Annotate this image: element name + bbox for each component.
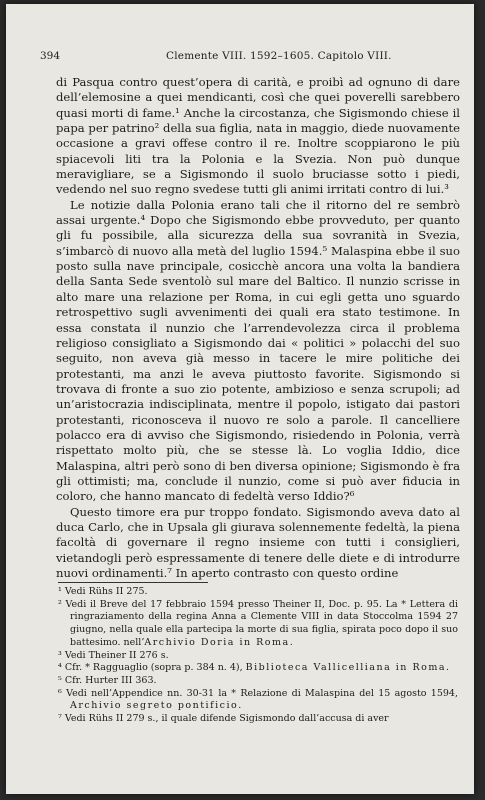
footnote-divider bbox=[58, 582, 208, 583]
footnote: ⁵ Cfr. Hurter III 363. bbox=[58, 674, 157, 686]
paragraph: Questo timore era pur troppo fondato. Sigismondo aveva dato al duca Carlo, che in Upsala gli giurava solennemente fedeltà, la piena facoltà di governare il regno insieme con tutti i consiglieri, vietandogli però espressamente di tenere delle diete e di introdurre nuovi ordinamenti.⁷ In aperto contrasto con questo ordine bbox=[56, 504, 460, 580]
footnote: ³ Vedi Theiner II 276 s. bbox=[58, 649, 169, 661]
footnote: ⁴ Cfr. * Ragguaglio (sopra p. 384 n. 4), Biblioteca Vallicelliana in Roma. bbox=[58, 662, 450, 674]
footnote: ² Vedi il Breve del 17 febbraio 1594 presso Theiner II, Doc. p. 95. La * Lettera di ringraziamento della regina Anna a Clemente VIII in data Stoccolma 1594 27 giugno, nella quale ella partecipa la morte di sua figlia, spirata poco dopo il suo battesimo. nell’Archivio Doria in Roma. bbox=[58, 598, 458, 648]
footnote: ¹ Vedi Rühs II 275. bbox=[58, 586, 148, 597]
archive-name: Biblioteca Vallicelliana in Roma bbox=[245, 662, 446, 674]
footnote: ⁷ Vedi Rühs II 279 s., il quale difende Sigismondo dall’accusa di aver bbox=[58, 713, 389, 725]
footnote: ⁶ Vedi nell’Appendice nn. 30-31 la * Relazione di Malaspina del 15 agosto 1594, Archivio segreto pontificio. bbox=[58, 687, 458, 712]
paragraph: di Pasqua contro quest’opera di carità, e proibì ad ognuno di dare dell’elemosine a quei mendicanti, così che quei poverelli sarebbero quasi morti di fame.¹ Anche la circostanza, che Sigismondo chiese il papa per patrino² della sua figlia, nata in maggio, diede nuovamente occasione a gravi offese contro il re. Inoltre scoppiarono le più spiacevoli liti tra la Polonia e la Svezia. Non può dunque meravigliare, se a Sigismondo il suolo bruciasse sotto i piedi, vedendo nel suo regno svedese tutti gli animi irritati contro di lui.³ bbox=[56, 75, 460, 197]
footnotes bbox=[58, 586, 458, 726]
main-text bbox=[56, 75, 460, 581]
paragraph: Le notizie dalla Polonia erano tali che il ritorno del re sembrò assai urgente.⁴ Dopo che Sigismondo ebbe provveduto, per quanto gli fu possibile, alla sicurezza della sua sovranità in Svezia, s’imbarcò di nuovo alla metà del luglio 1594.⁵ Malaspina ebbe il suo posto sulla nave principale, cosicchè ancora una volta la bandiera della Santa Sede sventolò sul mare del Baltico. Il nunzio scrisse in alto mare una relazione per Roma, in cui egli getta uno sguardo retrospettivo sugli avvenimenti dei quali era stato testimone. In essa constata il nunzio che l’arrendevolezza circa il problema religioso consigliato a Sigismondo dai « politici » polacchi del suo seguito, non aveva già messo in tacere le mire politiche dei protestanti, ma anzi le aveva piuttosto favorite. Sigismondo si trovava di fronte a suo zio potente, ambizioso e senza scrupoli; ad un’aristocrazia indisciplinata, mentre il popolo, istigato dai pastori protestanti, riconosceva il nuovo re solo a parole. Il cancelliere polacco era di avviso che Sigismondo, risiedendo in Polonia, verrà rispettato molto più, che se stesse là. Lo voglia Iddio, dice Malaspina, altri però sono di ben diversa opinione; Sigismondo è fra gli ottimisti; ma, conclude il nunzio, come si può aver fiducia in coloro, che hanno mancato di fedeltà verso Iddio?⁶ bbox=[56, 197, 460, 504]
book-page bbox=[6, 4, 474, 794]
page-number: 394 bbox=[40, 50, 61, 62]
archive-name: Archivio segreto pontificio bbox=[70, 700, 239, 712]
running-title: Clemente VIII. 1592–1605. Capitolo VIII. bbox=[166, 50, 392, 62]
page-header bbox=[40, 50, 452, 64]
archive-name: Archivio Doria in Roma bbox=[144, 636, 290, 648]
